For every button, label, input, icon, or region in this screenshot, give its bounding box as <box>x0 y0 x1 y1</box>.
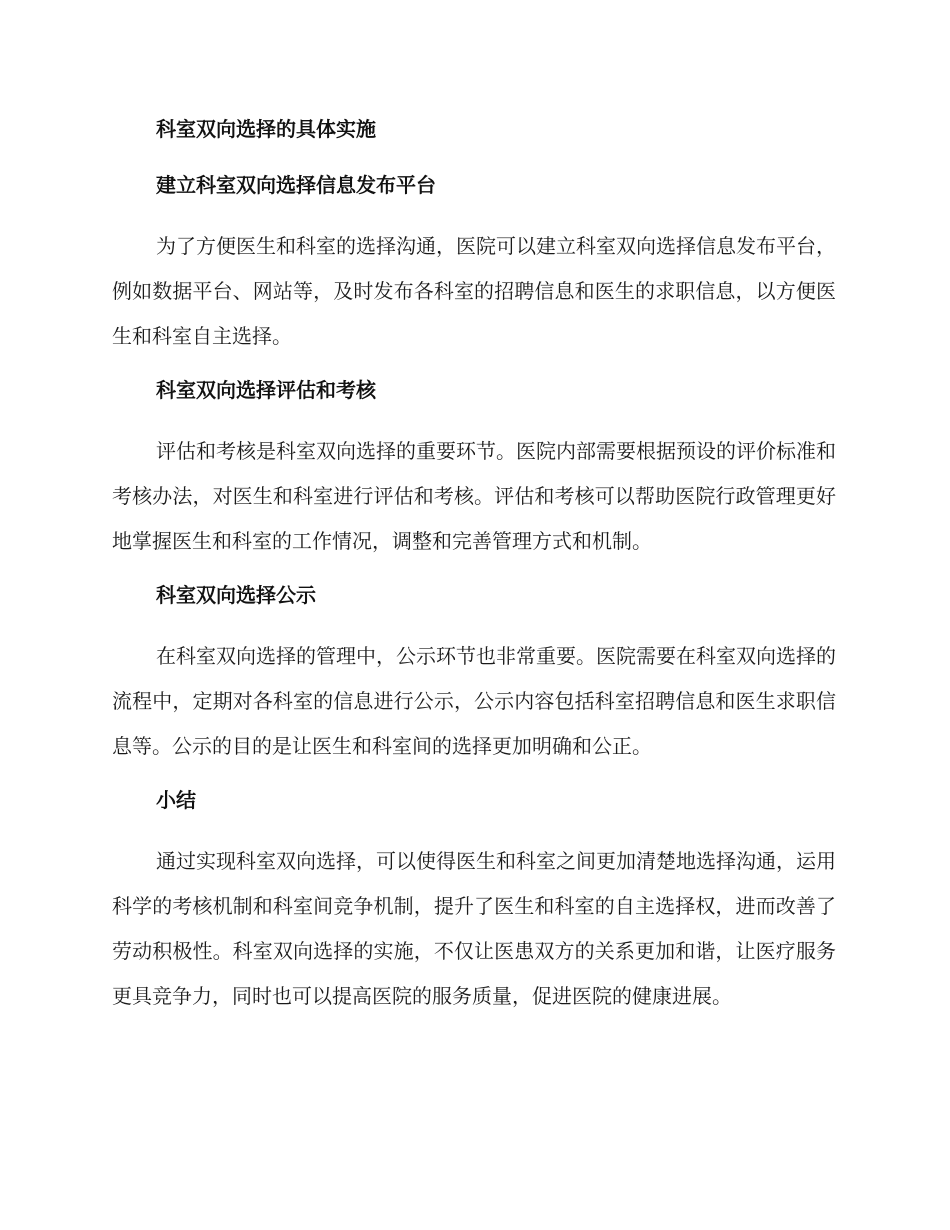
paragraph-publicity: 在科室双向选择的管理中，公示环节也非常重要。医院需要在科室双向选择的流程中，定期对各科室的信息进行公示，公示内容包括科室招聘信息和医生求职信息等。公示的目的是让医生和科室间的选择更加明确和公正。 <box>112 644 836 758</box>
paragraph-summary: 通过实现科室双向选择，可以使得医生和科室之间更加清楚地选择沟通，运用科学的考核机制和科室间竞争机制，提升了医生和科室的自主选择权，进而改善了劳动积极性。科室双向选择的实施，不仅让医患双方的关系更加和谐，让医疗服务更具竞争力，同时也可以提高医院的服务质量，促进医院的健康进展。 <box>112 849 836 1008</box>
section-heading-evaluation: 科室双向选择评估和考核 <box>156 378 376 402</box>
section-heading-publicity: 科室双向选择公示 <box>156 583 316 607</box>
paragraph-evaluation: 评估和考核是科室双向选择的重要环节。医院内部需要根据预设的评价标准和考核办法，对医生和科室进行评估和考核。评估和考核可以帮助医院行政管理更好地掌握医生和科室的工作情况，调整和完善管理方式和机制。 <box>112 439 836 553</box>
section-heading-implementation: 科室双向选择的具体实施 <box>156 117 376 141</box>
document-body <box>112 112 836 1033</box>
paragraph-platform: 为了方便医生和科室的选择沟通，医院可以建立科室双向选择信息发布平台，例如数据平台、网站等，及时发布各科室的招聘信息和医生的求职信息，以方便医生和科室自主选择。 <box>112 234 836 348</box>
section-heading-platform: 建立科室双向选择信息发布平台 <box>156 173 436 197</box>
section-heading-summary: 小结 <box>156 788 196 812</box>
